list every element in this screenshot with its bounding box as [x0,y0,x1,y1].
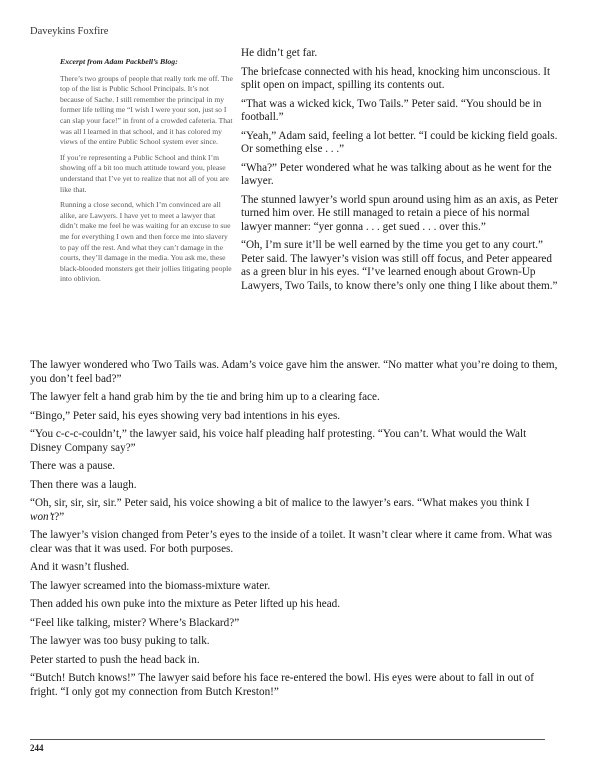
paragraph: “Yeah,” Adam said, feeling a lot better. “I could be kicking field goals. Or something else . . .” [241,129,558,155]
paragraph: “Oh, I’m sure it’ll be well earned by the time you get to any court.” Peter said. The lawyer’s vision was still off focus, and Peter appeared as a green blur in his eyes. “I’ve learned enough about Grown-Up Lawyers, Two Tails, to know there’s only one thing I like about them.” [241,239,558,292]
main-body-text [30,359,560,704]
sidebar-paragraph: There’s two groups of people that really tork me off. The top of the list is Public School Principals. It’s not because of Sache. I still remember the principal in my former life telling me “I wish I were your son, just so I can slap your face!” in front of a crowded cafeteria. That was all I learned in that school, and it has colored my views of the entire Public School system ever since. [60,73,233,147]
right-column-text [241,47,559,298]
paragraph: “Bingo,” Peter said, his eyes showing very bad intentions in his eyes. [30,409,341,422]
paragraph [30,497,560,524]
paragraph: The lawyer felt a hand grab him by the tie and bring him up to a clearing face. [30,391,380,403]
paragraph: “Butch! Butch knows!” The lawyer said before his face re-entered the bowl. His eyes were about to fall in out of fright. “I only got my connection from Butch Kreston!” [30,672,534,698]
paragraph: There was a pause. [30,460,116,472]
sidebar-paragraph: If you’re representing a Public School and think I’m showing off a bit too much attitude toward you, please understand that I’ve yet to realize that not all of you are like that. [60,152,229,194]
page-number: 244 [30,743,44,753]
paragraph: Peter started to push the head back in. [30,653,200,666]
footer-divider [30,739,545,740]
paragraph: “That was a wicked kick, Two Tails.” Peter said. “You should be in football.” [241,97,542,123]
running-header: Daveykins Foxfire [30,26,109,37]
paragraph: “Wha?” Peter wondered what he was talking about as he went for the lawyer. [241,161,552,187]
paragraph: The lawyer was too busy puking to talk. [30,635,210,647]
paragraph: The lawyer’s vision changed from Peter’s eyes to the inside of a toilet. It wasn’t clear where it came from. What was clear was that it was used. For both purposes. [30,529,553,555]
paragraph: The stunned lawyer’s world spun around using him as an axis, as Peter turned him over. He still managed to retain a piece of his normal lawyer manner: “yer gonna . . . get sued . . . over this.” [241,193,559,233]
paragraph: The lawyer screamed into the biomass-mixture water. [30,579,271,592]
sidebar-paragraph: Running a close second, which I’m convinced are all alike, are Lawyers. I have yet to meet a lawyer that didn’t make me feel he was waiting for an excuse to sue me for everything I own and then force me into slavery to pay off the rest. And what they can’t damage in the courts, they’ll damage in the media. You ask me, these black-blooded monsters get their jollies litigating people into oblivion. [60,200,232,284]
paragraph: And it wasn’t flushed. [30,561,130,573]
blog-excerpt-sidebar [60,57,233,290]
paragraph: He didn’t get far. [241,47,318,59]
emphasis-text: won’t [30,510,55,523]
sidebar-title: Excerpt from Adam Packbell’s Blog: [60,57,178,66]
text-run: ?” [54,510,65,523]
paragraph: The briefcase connected with his head, knocking him unconscious. It split open on impact, spilling its contents out. [241,65,551,91]
paragraph: “Feel like talking, mister? Where’s Blackard?” [30,616,240,629]
paragraph: The lawyer wondered who Two Tails was. Adam’s voice gave him the answer. “No matter what you’re doing to them, you don’t feel bad?” [30,359,558,385]
paragraph: “You c-c-c-couldn’t,” the lawyer said, his voice half pleading half protesting. “You can’t. What would the Walt Disney Company say?” [30,428,527,454]
paragraph: Then added his own puke into the mixture as Peter lifted up his head. [30,598,341,610]
paragraph: Then there was a laugh. [30,478,137,491]
text-run: “Oh, sir, sir, sir, sir.” Peter said, his voice showing a bit of malice to the lawyer’s ears. “What makes you think I [30,497,530,509]
